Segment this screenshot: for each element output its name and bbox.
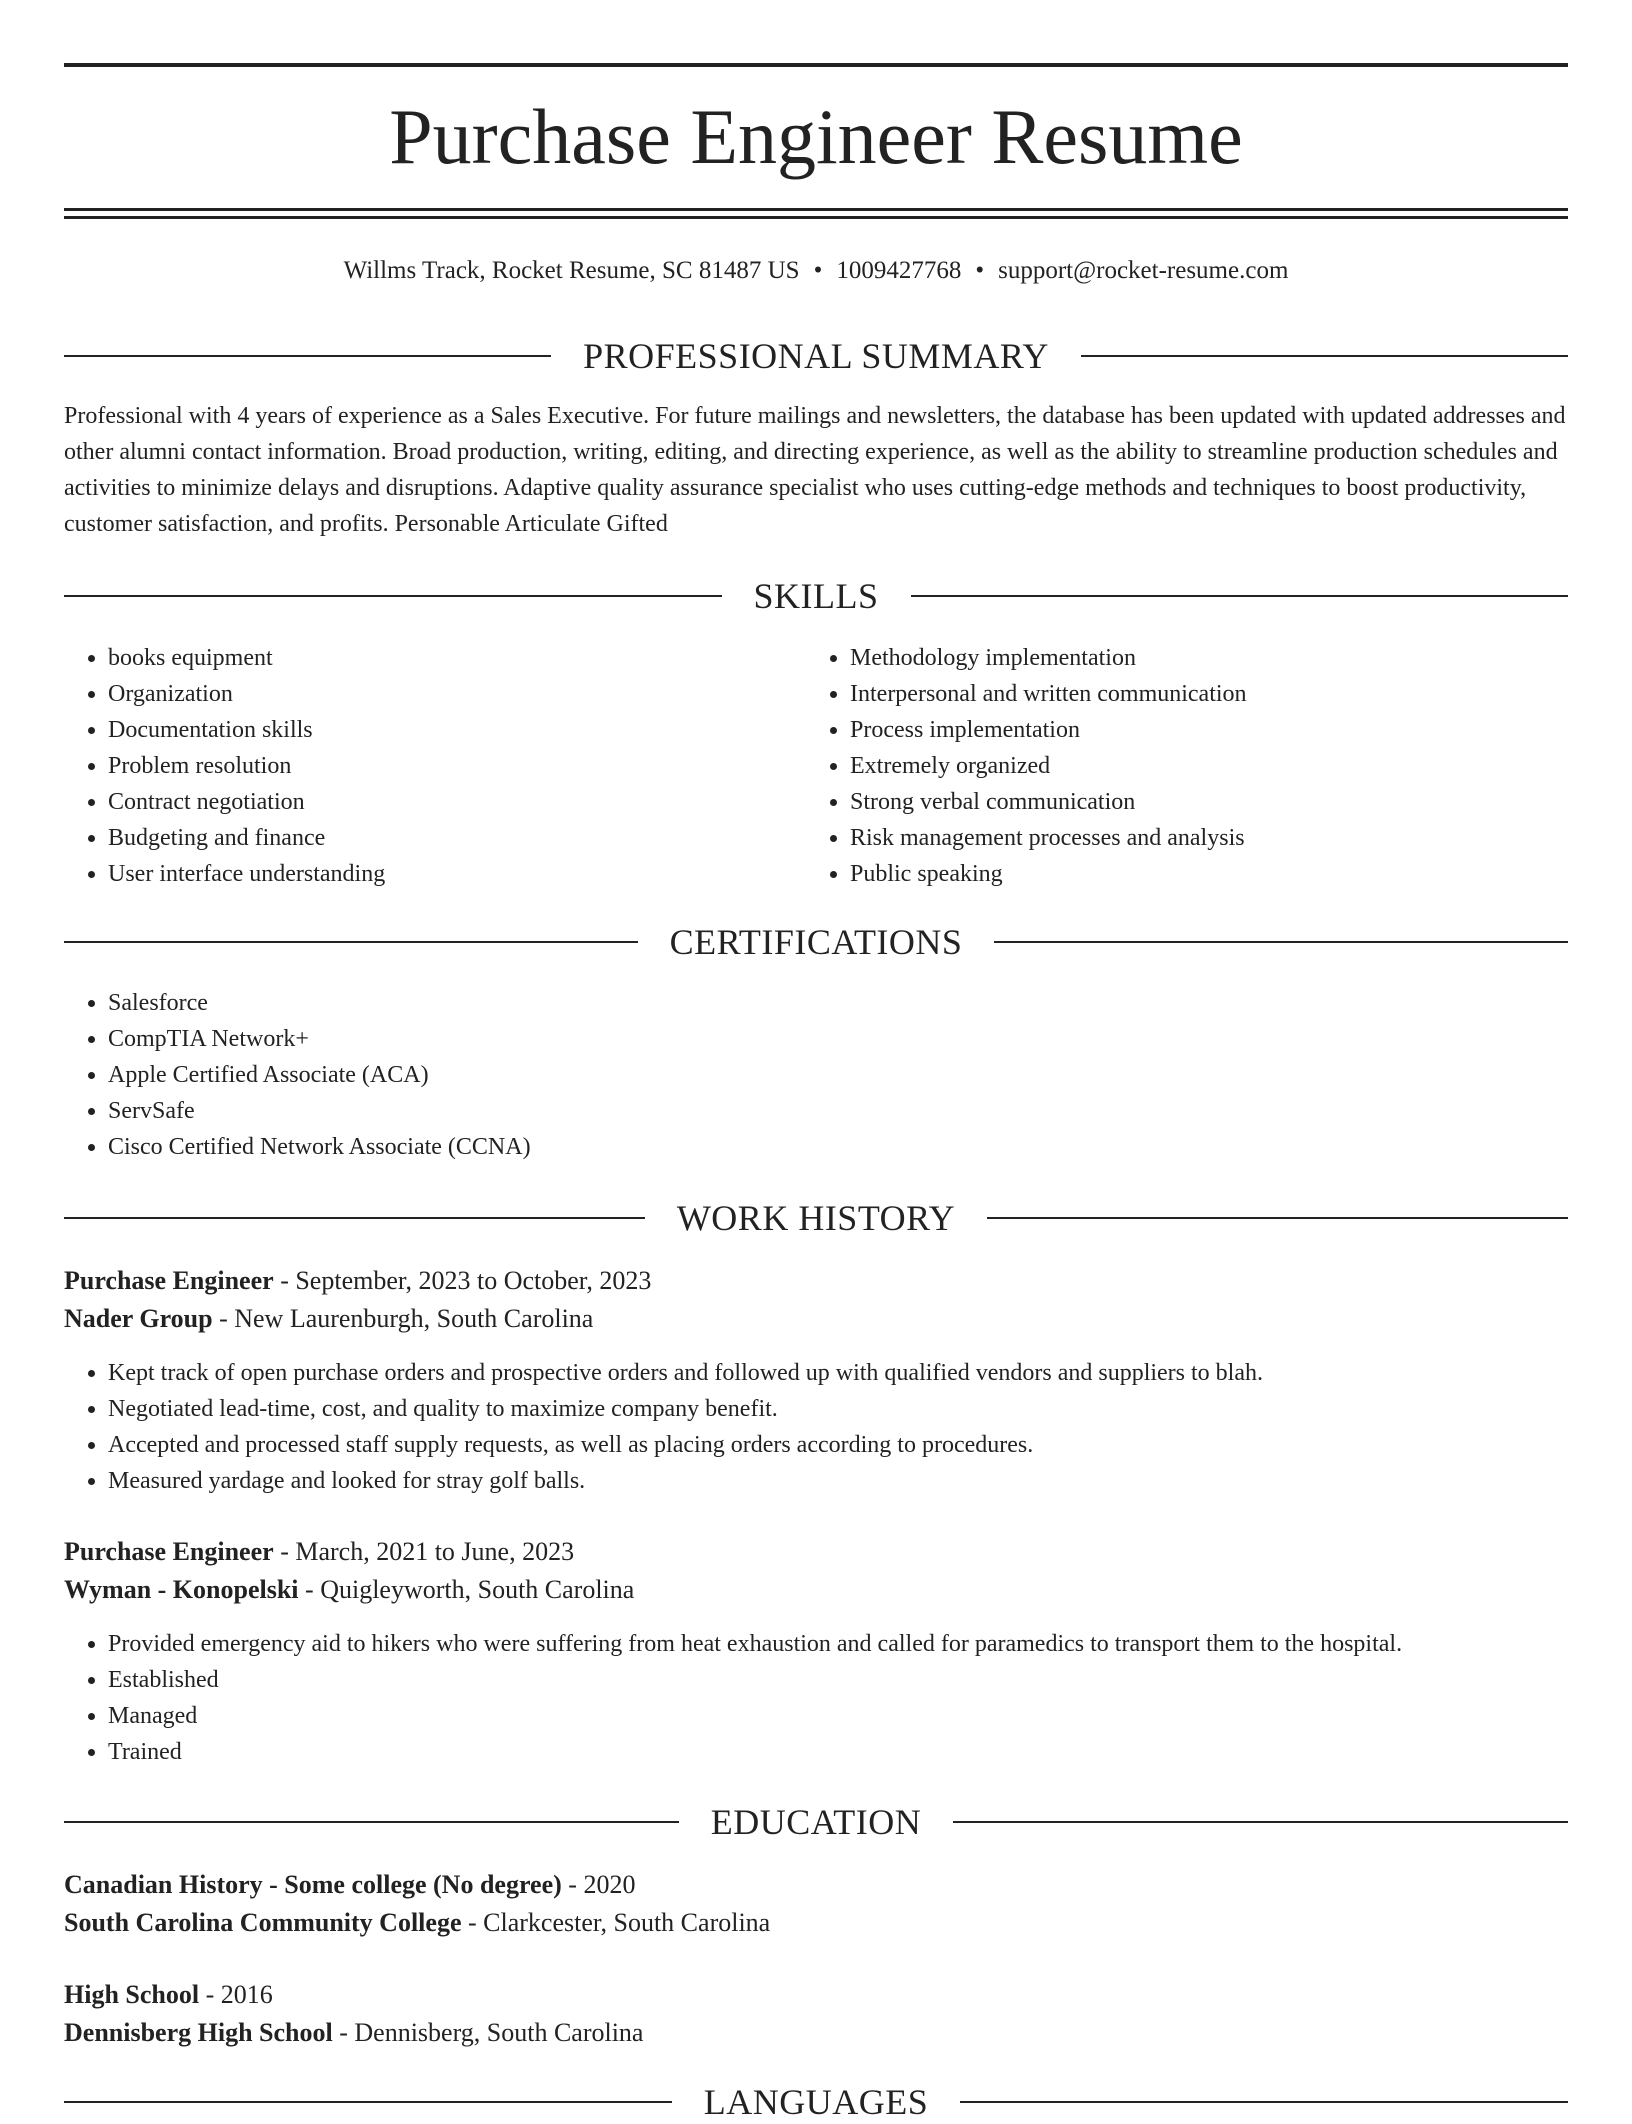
skill-item: • Public speaking bbox=[850, 856, 1566, 892]
job-bullet: • Managed bbox=[108, 1698, 1568, 1734]
skill-item: • Strong verbal communication bbox=[850, 784, 1566, 820]
job-bullet: • Provided emergency aid to hikers who were suffering from heat exhaustion and called for paramedics to transport them to the hospital. bbox=[108, 1626, 1568, 1662]
education-year: - 2020 bbox=[561, 1870, 636, 1899]
education-school-line bbox=[64, 2014, 1568, 2052]
certification-item: • Apple Certified Associate (ACA) bbox=[108, 1057, 1568, 1093]
contact-separator: • bbox=[813, 257, 823, 284]
job-bullets bbox=[64, 1355, 1568, 1499]
education-school: Dennisberg High School bbox=[64, 2018, 333, 2047]
contact-line bbox=[64, 254, 1568, 288]
job-company-line bbox=[64, 1300, 1568, 1338]
certification-item: • ServSafe bbox=[108, 1093, 1568, 1129]
section-header-education bbox=[64, 1800, 1568, 1844]
job-title-line bbox=[64, 1533, 1568, 1571]
job-dates: - September, 2023 to October, 2023 bbox=[273, 1266, 652, 1295]
education-school: South Carolina Community College bbox=[64, 1908, 462, 1937]
contact-email: support@rocket-resume.com bbox=[998, 257, 1289, 284]
top-rule bbox=[64, 63, 1568, 67]
skills-column-right bbox=[806, 640, 1566, 892]
skill-item: • Methodology implementation bbox=[850, 640, 1566, 676]
job-company: Wyman - Konopelski bbox=[64, 1575, 299, 1604]
job-location: - Quigleyworth, South Carolina bbox=[298, 1575, 635, 1604]
job-location: - New Laurenburgh, South Carolina bbox=[212, 1304, 594, 1333]
contact-separator: • bbox=[975, 257, 985, 284]
skill-item: • Organization bbox=[108, 676, 784, 712]
section-title: LANGUAGES bbox=[703, 2082, 929, 2122]
certification-item: • Salesforce bbox=[108, 985, 1568, 1021]
education-school-line bbox=[64, 1904, 1568, 1942]
section-header-skills bbox=[64, 574, 1568, 618]
job-title: Purchase Engineer bbox=[64, 1537, 274, 1566]
contact-address: Willms Track, Rocket Resume, SC 81487 US bbox=[343, 257, 800, 284]
certification-item: • Cisco Certified Network Associate (CCNA) bbox=[108, 1129, 1568, 1165]
job-title-line bbox=[64, 1262, 1568, 1300]
skill-item: • User interface understanding bbox=[108, 856, 784, 892]
contact-phone: 1009427768 bbox=[836, 257, 962, 284]
skill-item: • Contract negotiation bbox=[108, 784, 784, 820]
section-title: EDUCATION bbox=[710, 1802, 922, 1842]
job-title: Purchase Engineer bbox=[64, 1266, 274, 1295]
job-bullet: • Established bbox=[108, 1662, 1568, 1698]
education-degree: Canadian History - Some college (No degree) bbox=[64, 1870, 562, 1899]
education-degree-line bbox=[64, 1976, 1568, 2014]
title-rule-lower bbox=[64, 216, 1568, 219]
job-bullet: • Negotiated lead-time, cost, and quality to maximize company benefit. bbox=[108, 1391, 1568, 1427]
resume-title: Purchase Engineer Resume bbox=[389, 93, 1243, 180]
section-title: WORK HISTORY bbox=[676, 1198, 956, 1238]
skill-item: • Documentation skills bbox=[108, 712, 784, 748]
job-bullet: • Trained bbox=[108, 1734, 1568, 1770]
skills-column-left bbox=[64, 640, 784, 892]
education-year: - 2016 bbox=[199, 1980, 273, 2009]
skill-item: • books equipment bbox=[108, 640, 784, 676]
skill-item: • Process implementation bbox=[850, 712, 1566, 748]
section-title: SKILLS bbox=[753, 576, 879, 616]
summary-text: Professional with 4 years of experience as a Sales Executive. For future mailings and newsletters, the database has been updated with updated addresses and other alumni contact information. Broad production, writing, editing, and directing experience, as well as the ability to streamline production schedules and activities to minimize delays and disruptions. Adaptive quality assurance specialist who uses cutting-edge methods and techniques to boost productivity, customer satisfaction, and profits. Personable Articulate Gifted bbox=[64, 403, 1566, 537]
job-dates: - March, 2021 to June, 2023 bbox=[273, 1537, 575, 1566]
job-bullet: • Measured yardage and looked for stray golf balls. bbox=[108, 1463, 1568, 1499]
education-degree-line bbox=[64, 1866, 1568, 1904]
title-rule-upper bbox=[64, 208, 1568, 211]
job-company: Nader Group bbox=[64, 1304, 213, 1333]
skill-item: • Risk management processes and analysis bbox=[850, 820, 1566, 856]
job-bullets bbox=[64, 1626, 1568, 1770]
certifications-list bbox=[64, 985, 1568, 1165]
education-degree: High School bbox=[64, 1980, 200, 2009]
skill-item: • Interpersonal and written communication bbox=[850, 676, 1566, 712]
skill-item: • Budgeting and finance bbox=[108, 820, 784, 856]
section-title: PROFESSIONAL SUMMARY bbox=[583, 336, 1049, 376]
section-header-summary bbox=[64, 334, 1568, 378]
section-header-work bbox=[64, 1196, 1568, 1240]
skill-item: • Extremely organized bbox=[850, 748, 1566, 784]
education-location: - Dennisberg, South Carolina bbox=[332, 2018, 644, 2047]
education-location: - Clarkcester, South Carolina bbox=[461, 1908, 771, 1937]
job-company-line bbox=[64, 1571, 1568, 1609]
section-header-languages bbox=[64, 2080, 1568, 2124]
job-bullet: • Kept track of open purchase orders and prospective orders and followed up with qualified vendors and suppliers to blah. bbox=[108, 1355, 1568, 1391]
job-bullet: • Accepted and processed staff supply requests, as well as placing orders according to procedures. bbox=[108, 1427, 1568, 1463]
certification-item: • CompTIA Network+ bbox=[108, 1021, 1568, 1057]
section-title: CERTIFICATIONS bbox=[669, 922, 963, 962]
section-header-certifications bbox=[64, 920, 1568, 964]
skill-item: • Problem resolution bbox=[108, 748, 784, 784]
